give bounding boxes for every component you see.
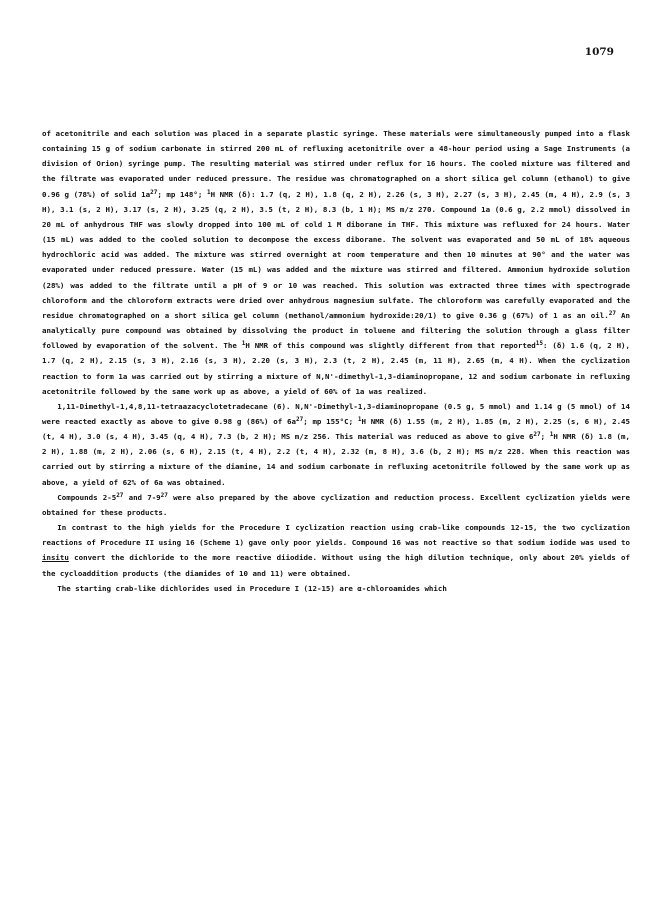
text-run: ; mp 155°C; <box>303 416 354 426</box>
paragraph-compounds-2-9 <box>42 490 630 520</box>
text-run: The starting crab-like dichlorides used in Procedure I (12-15) are α-chloroamides which <box>57 583 447 593</box>
reference-superscript: 27 <box>295 415 304 423</box>
reference-superscript: 27 <box>533 431 541 439</box>
reference-superscript: 27 <box>608 309 616 317</box>
text-run: convert the dichloride to the more reactive diiodide. Without using the high dilution technique, only about 20% yields of the cycloaddition products (the diamides of 10 and 11) were obtained. <box>42 553 630 578</box>
reference-superscript: 27 <box>116 491 124 499</box>
nmr-superscript: 1 <box>206 188 211 196</box>
text-run: H NMR of this compound was slightly different from that reported <box>245 341 536 351</box>
paragraph-starting-dichlorides <box>42 581 630 596</box>
reference-superscript: 27 <box>150 188 158 196</box>
text-run: In contrast to the high yields for the Procedure I cyclization reaction using crab-like compounds 12-15, the two cyclization reactions of Procedure II using 16 (Scheme 1) gave only poor yields. Compound 16 was not reactive so that sodium iodide was used to <box>42 523 630 548</box>
underlined-term: insitu <box>42 553 69 563</box>
nmr-superscript: 1 <box>357 415 362 423</box>
text-run: ; <box>540 432 546 442</box>
text-run: Compounds 2-5 <box>57 492 117 502</box>
nmr-superscript: 1 <box>549 431 554 439</box>
text-run: ; mp 148°; <box>157 189 203 199</box>
paragraph-synthesis-1a <box>42 126 630 399</box>
reference-superscript: 15 <box>535 340 544 348</box>
page-number: 1079 <box>584 46 614 58</box>
text-run: were also prepared by the above cyclization and reduction process. Excellent cyclization yields were obtained for these products. <box>42 492 630 517</box>
text-run: An analytically pure compound was obtained by dissolving the product in toluene and filtering the solution through a glass filter followed by evaporation of the solvent. The <box>42 310 630 351</box>
text-run: H NMR (δ) 1.8 (m, 2 H), 1.88 (m, 2 H), 2.06 (s, 6 H), 2.15 (t, 4 H), 2.2 (t, 4 H), 2.32 (m, 8 H), 3.6 (b, 2 H); MS m/z 228. When this reaction was carried out by stirring a mixture of the diamine, 14 and sodium carbonate in refluxing acetonitrile followed by the same work up as above, a yield of 62% of 6a was obtained. <box>42 432 630 487</box>
reference-superscript: 27 <box>160 491 168 499</box>
text-run: of acetonitrile and each solution was placed in a separate plastic syringe. These materials were simultaneously pumped into a flask containing 15 g of sodium carbonate in stirred 200 mL of refluxing acetonitrile over a 48-hour period using a Sage Instruments (a division of Orion) syringe pump. The resulting material was stirred under reflux for 16 hours. The cooled mixture was filtered and the filtrate was evaporated under reduced pressure. The residue was chromatographed on a short silica gel column (ethanol) to give 0.96 g (78%) of solid 1a <box>42 129 630 199</box>
text-run: H NMR (δ) 1.55 (m, 2 H), 1.85 (m, 2 H), 2.25 (s, 6 H), 2.45 (t, 4 H), 3.0 (s, 4 H), 3.45 (q, 4 H), 7.3 (b, 2 H); MS m/z 256. This material was reduced as above to give 6 <box>42 416 631 442</box>
text-run: and 7-9 <box>123 492 161 502</box>
text-run: : (δ) 1.6 (q, 2 H), 1.7 (q, 2 H), 2.15 (s, 3 H), 2.16 (s, 3 H), 2.20 (s, 3 H), 2.3 (t, 2 H), 2.45 (m, 11 H), 2.65 (m, 4 H). When the cyclization reaction to form 1a was carried out by stirring a mixture of N,N'-dimethyl-1,3-diaminopropane, 12 and sodium carbonate in refluxing acetonitrile followed by the same work up as above, a yield of 60% of 1a was realized. <box>42 341 631 396</box>
paragraph-procedure-ii <box>42 520 630 581</box>
paragraph-compound-6 <box>42 399 630 490</box>
text-run: H NMR (δ): 1.7 (q, 2 H), 1.8 (q, 2 H), 2.26 (s, 3 H), 2.27 (s, 3 H), 2.45 (m, 4 H), 2.9 (s, 3 H), 3.1 (s, 2 H), 3.17 (s, 2 H), 3.25 (q, 2 H), 3.5 (t, 2 H), 8.3 (b, 1 H); MS m/z 270. Compound 1a (0.6 g, 2.2 mmol) dissolved in 20 mL of anhydrous THF was slowly dropped into 100 mL of cold 1 M diborane in THF. This mixture was refluxed for 24 hours. Water (15 mL) was added to the cooled solution to decompose the excess diborane. The solvent was evaporated and 50 mL of 18% aqueous hydrochloric acid was added. The mixture was stirred overnight at room temperature and then 10 minutes at 90° and the water was evaporated under reduced pressure. Water (15 mL) was added and the mixture was stirred and filtered. Ammonium hydroxide solution (28%) was added to the filtrate until a pH of 9 or 10 was reached. This solution was extracted three times with spectrograde chloroform and the chloroform extracts were dried over anhydrous magnesium sulfate. The chloroform was carefully evaporated and the residue chromatographed on a short silica gel column (methanol/ammonium hydroxide:20/1) to give 0.36 g (67%) of 1 as an oil. <box>42 189 631 320</box>
body-text <box>42 126 630 596</box>
nmr-superscript: 1 <box>241 340 246 348</box>
text-run: 1,11-Dimethyl-1,4,8,11-tetraazacyclotetradecane (6). N,N'-Dimethyl-1,3-diaminopropane (0.5 g, 5 mmol) and 1.14 g (5 mmol) of 14 were reacted exactly as above to give 0.98 g (86%) of 6a <box>42 401 630 426</box>
